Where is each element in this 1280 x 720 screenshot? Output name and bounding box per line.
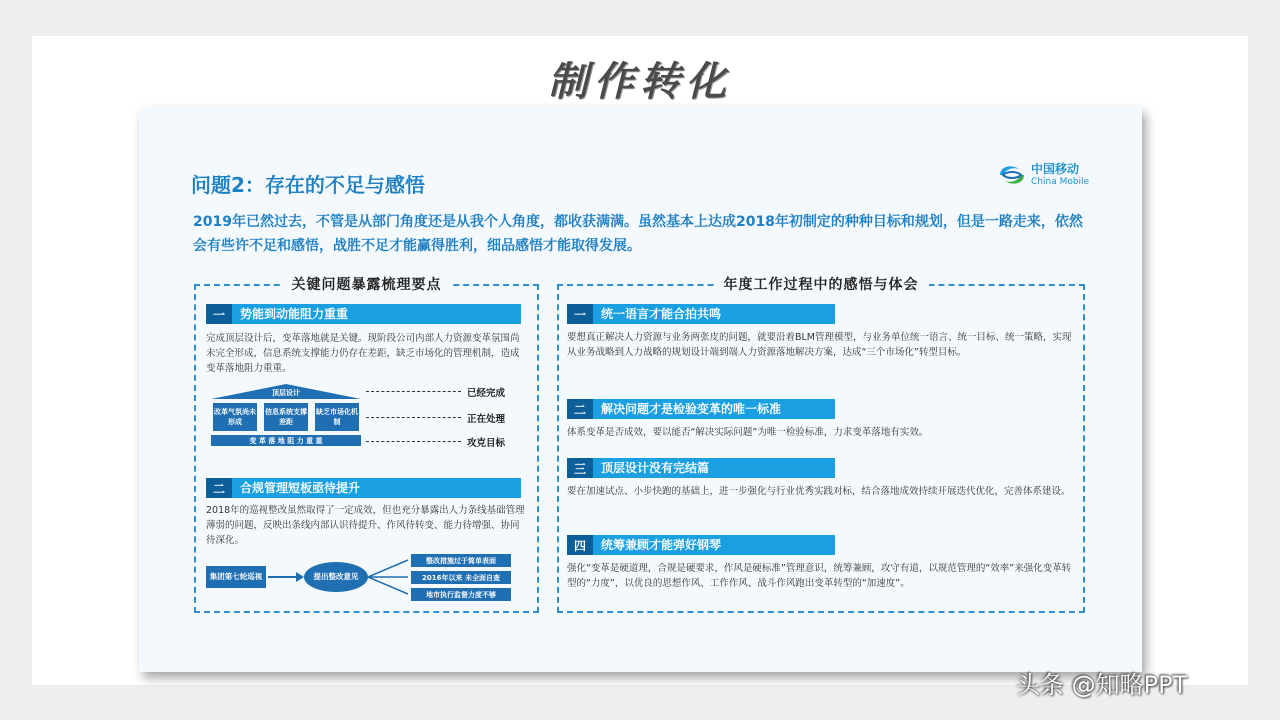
right-panel-heading: 年度工作过程中的感悟与体会 [714, 277, 929, 293]
label-connector [366, 441, 461, 442]
left-panel [194, 277, 539, 613]
section-number: 一 [206, 304, 232, 324]
house-label-target: 攻克目标 [467, 438, 506, 449]
logo-text-en: China Mobile [1031, 176, 1090, 187]
house-pillar-3: 缺乏市场化机制 [315, 403, 359, 431]
house-label-processing: 正在处理 [467, 414, 506, 425]
right-section-2-header [567, 399, 835, 419]
house-diagram [211, 383, 531, 455]
right-section-4-header [567, 535, 835, 555]
section-title: 势能到动能阻力重重 [240, 307, 349, 321]
section-number: 三 [567, 458, 593, 478]
section-number: 二 [206, 478, 232, 498]
flow-center: 提出整改意见 [304, 562, 368, 592]
right-section-1-header [567, 304, 835, 324]
label-connector [366, 417, 461, 418]
left-section-2-header [206, 478, 521, 498]
section-number: 一 [567, 304, 593, 324]
house-roof-label: 顶层设计 [272, 389, 300, 397]
flow-source: 集团第七轮巡视 [206, 566, 266, 588]
right-section-4-text: 强化“变革是硬道理，合规是硬要求，作风是硬标准”管理意识，统筹兼顾，攻守有道，以规范管理的“效率”来强化变革转型的“力度”，以优良的思想作风、工作作风、战斗作风跑出变革转型的“加速度”。 [567, 563, 1072, 589]
flow-diagram [206, 554, 526, 604]
section-title: 合规管理短板亟待提升 [240, 481, 361, 495]
left-section-2-text: 2018年的巡视整改虽然取得了一定成效，但也充分暴露出人力条线基础管理薄弱的问题，反映出条线内部认识待提升、作风待转变、能力待增强、协同待深化。 [206, 505, 525, 546]
section-title: 统一语言才能合拍共鸣 [601, 307, 722, 321]
section-number: 四 [567, 535, 593, 555]
left-panel-heading: 关键问题暴露梳理要点 [282, 277, 452, 293]
left-section-1-header [206, 304, 521, 324]
page-title: 制作转化 [548, 59, 732, 105]
house-pillar-1: 改革气氛尚未形成 [213, 403, 257, 431]
section-title: 解决问题才是检验变革的唯一标准 [601, 402, 782, 416]
slide-title: 问题2：存在的不足与感悟 [191, 173, 425, 197]
right-section-3-text: 要在加速试点、小步快跑的基础上，进一步强化与行业优秀实践对标，结合落地成效持续开展迭代优化，完善体系建设。 [567, 486, 1071, 497]
house-pillar-2: 信息系统支撑差距 [264, 403, 308, 431]
label-connector [366, 391, 461, 392]
slide [139, 107, 1142, 672]
china-mobile-logo-icon [997, 162, 1027, 188]
house-label-done: 已经完成 [467, 388, 506, 399]
left-section-1-text: 完成顶层设计后，变革落地就是关键。现阶段公司内部人力资源变革氛围尚未完全形成，信息系统支撑能力仍存在差距，缺乏市场化的管理机制，造成变革落地阻力重重。 [206, 333, 520, 374]
watermark: 头条 @知略PPT [1016, 671, 1188, 699]
right-section-3-header [567, 458, 835, 478]
right-panel [557, 277, 1085, 613]
section-number: 二 [567, 399, 593, 419]
china-mobile-logo [997, 162, 1089, 188]
flow-target-1: 整改措施过于简单表面 [411, 554, 511, 567]
logo-text-cn: 中国移动 [1031, 161, 1080, 176]
house-base: 变 革 落 地 阻 力 重 重 [211, 435, 361, 446]
right-section-2-text: 体系变革是否成效，要以能否“解决实际问题”为唯一检验标准，力求变革落地有实效。 [567, 427, 929, 438]
right-section-1-text: 要想真正解决人力资源与业务两张皮的问题，就要沿着BLM管理模型，与业务单位统一语言、统一目标、统一策略，实现从业务战略到人力战略的规划设计端到端人力资源落地解决方案，达成“三个市场化”转型目标。 [567, 332, 1072, 358]
section-title: 顶层设计没有完结篇 [601, 461, 710, 475]
intro-paragraph: 2019年已然过去，不管是从部门角度还是从我个人角度，都收获满满。虽然基本上达成2018年初制定的种种目标和规划，但是一路走来，依然会有些许不足和感悟，战胜不足才能赢得胜利，细品感悟才能取得发展。 [193, 214, 1083, 254]
section-title: 统筹兼顾才能弹好钢琴 [601, 538, 722, 552]
flow-target-3: 地市执行监督力度不够 [411, 588, 511, 601]
flow-target-2: 2016年以来 未全面自查 [411, 571, 511, 584]
